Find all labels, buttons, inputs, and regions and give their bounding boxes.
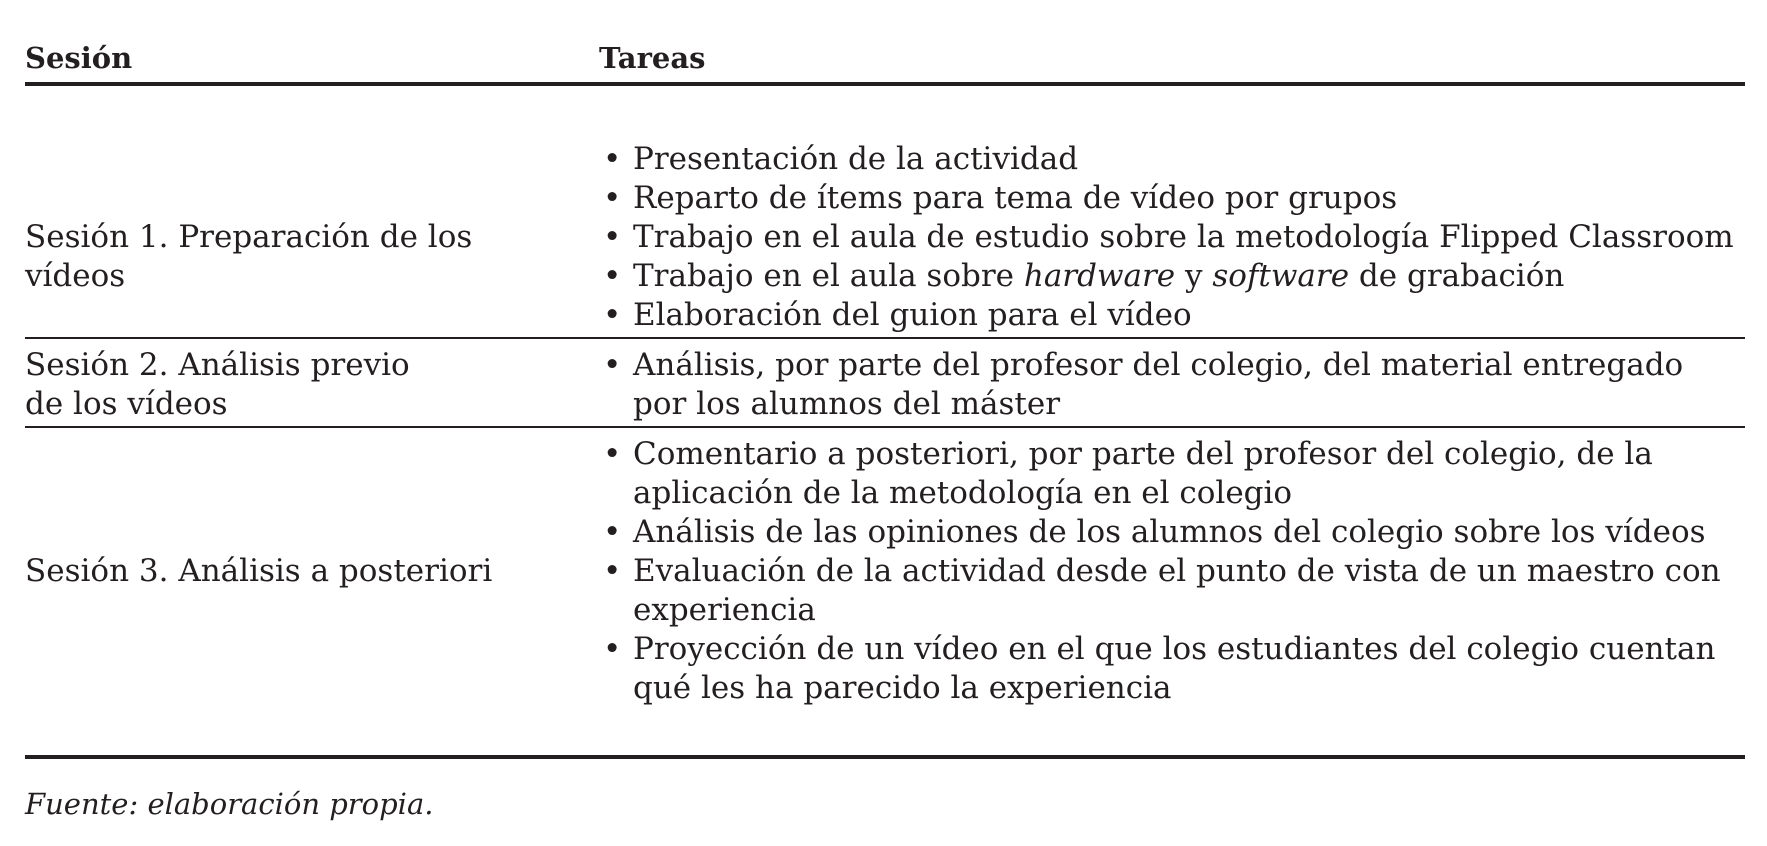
row-divider [25,426,1745,428]
source-note: Fuente: elaboración propia. [25,787,434,821]
header-rule [25,82,1745,86]
task-item: • Presentación de la actividad [599,140,1745,179]
task-item: • Análisis, por parte del profesor del colegio, del material entregado por los alumnos del máster [599,346,1745,424]
task-text: y [1175,258,1213,294]
task-emphasis: hardware [1023,258,1176,294]
session-1-label: Sesión 1. Preparación de los vídeos [25,219,473,294]
session-2-tasks [599,346,1745,424]
task-item: • Trabajo en el aula de estudio sobre la metodología Flipped Classroom [599,218,1745,257]
task-item: • Reparto de ítems para tema de vídeo por grupos [599,179,1745,218]
task-text: de grabación [1349,258,1565,294]
header-tareas: Tareas [599,41,706,75]
task-item: • Proyección de un vídeo en el que los estudiantes del colegio cuentan qué les ha parecido la experiencia [599,630,1745,708]
bottom-rule [25,755,1745,759]
row-divider [25,337,1745,339]
task-item: • Elaboración del guion para el vídeo [599,296,1745,335]
task-item [599,257,1745,296]
session-1-tasks [599,140,1745,335]
task-item: • Evaluación de la actividad desde el punto de vista de un maestro con experiencia [599,552,1745,630]
task-item: • Análisis de las opiniones de los alumnos del colegio sobre los vídeos [599,513,1745,552]
task-text: Trabajo en el aula sobre [633,258,1024,294]
header-sesion: Sesión [25,41,133,75]
session-3-label: Sesión 3. Análisis a posteriori [25,553,493,589]
task-item: • Comentario a posteriori, por parte del profesor del colegio, de la aplicación de la metodología en el colegio [599,435,1745,513]
session-3-tasks [599,435,1745,708]
session-2-label: Sesión 2. Análisis previo de los vídeos [25,347,410,422]
task-emphasis: software [1212,258,1350,294]
